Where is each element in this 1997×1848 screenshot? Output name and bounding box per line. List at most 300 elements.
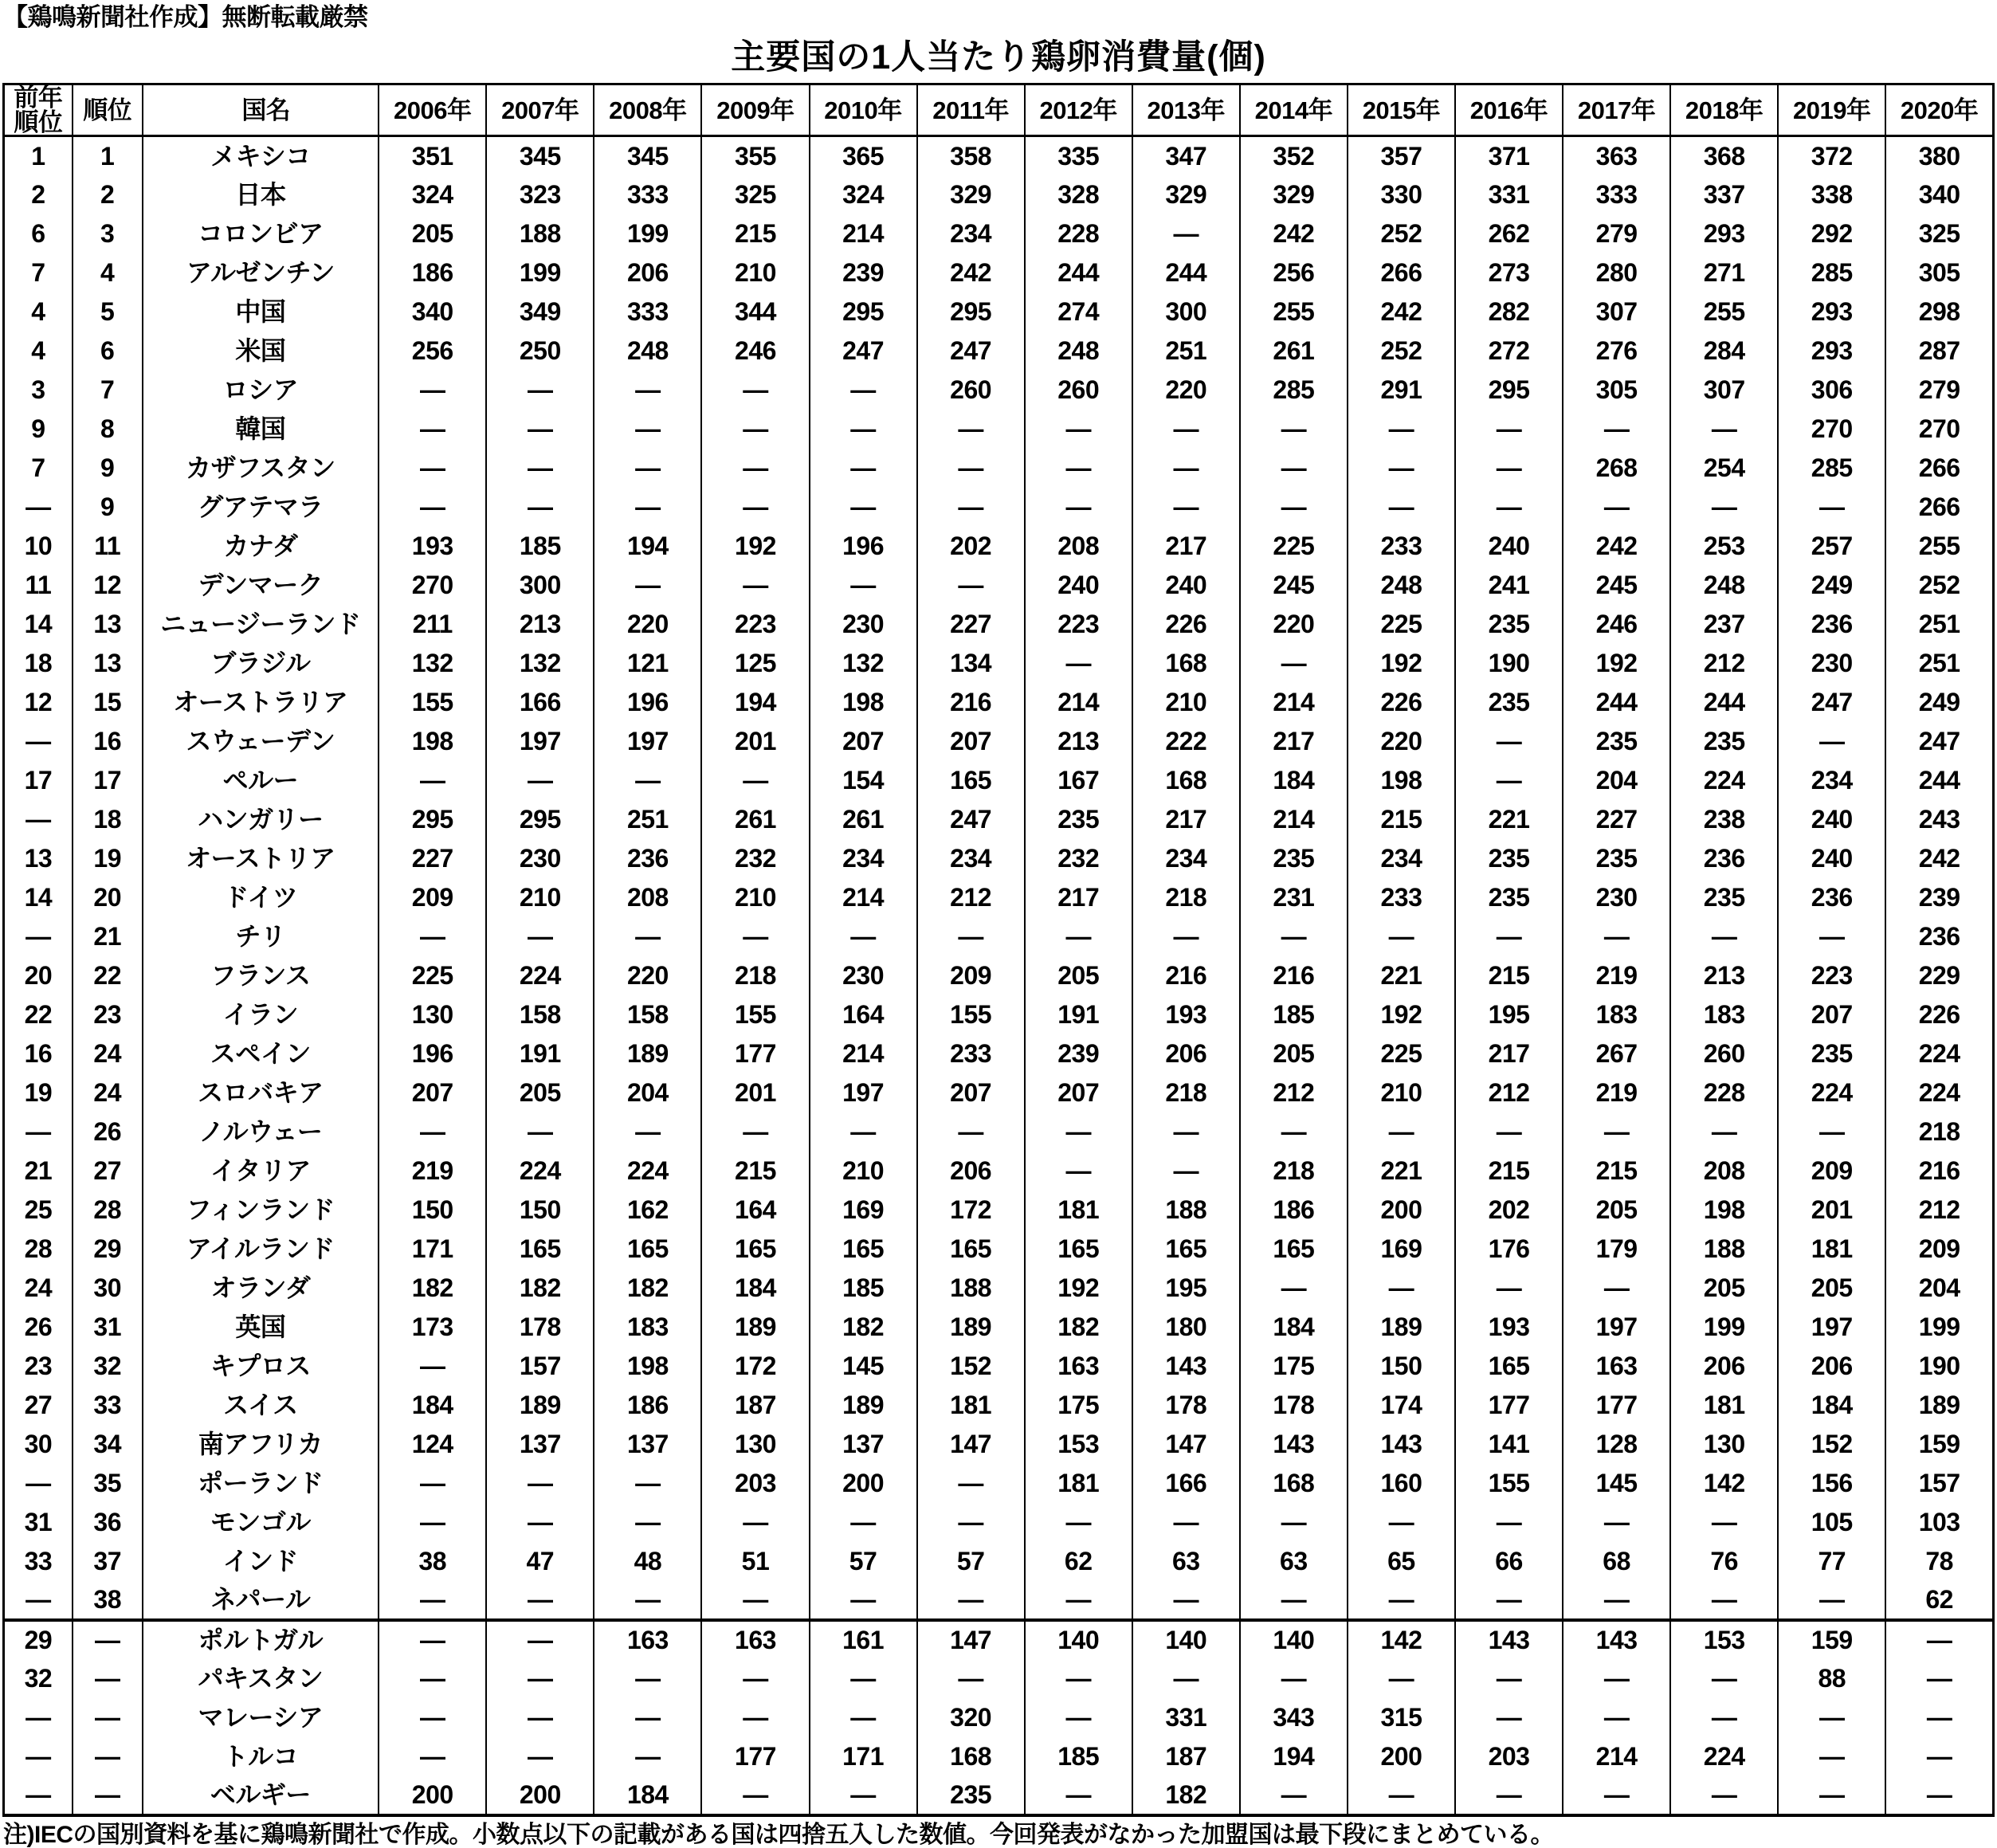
cell-value-2008: 198	[594, 1347, 701, 1386]
cell-value-2012: —	[1025, 917, 1132, 956]
cell-value-2008: 186	[594, 1386, 701, 1425]
cell-country-name: スイス	[143, 1386, 379, 1425]
cell-value-2011: 168	[917, 1737, 1025, 1776]
cell-value-2014: —	[1240, 644, 1348, 683]
cell-value-2013: 147	[1132, 1425, 1240, 1464]
cell-value-2015: 192	[1348, 644, 1455, 683]
cell-value-2007: 205	[486, 1073, 594, 1112]
cell-value-2017: 215	[1563, 1152, 1670, 1191]
cell-country-name: スペイン	[143, 1034, 379, 1073]
cell-rank: 5	[73, 292, 143, 332]
cell-value-2013: 347	[1132, 136, 1240, 175]
cell-value-2008: —	[594, 1464, 701, 1503]
cell-value-2006: —	[379, 1659, 486, 1698]
cell-value-2015: —	[1348, 1581, 1455, 1620]
cell-value-2010: 207	[810, 722, 917, 761]
column-header-year-2012: 2012年	[1025, 84, 1132, 136]
cell-value-2014: 352	[1240, 136, 1348, 175]
cell-value-2012: —	[1025, 1776, 1132, 1815]
cell-value-2011: 152	[917, 1347, 1025, 1386]
cell-prev-rank: 18	[4, 644, 73, 683]
cell-value-2017: 143	[1563, 1620, 1670, 1659]
cell-country-name: ドイツ	[143, 878, 379, 917]
column-header-year-2018: 2018年	[1670, 84, 1778, 136]
cell-value-2010: 214	[810, 1034, 917, 1073]
cell-value-2018: 208	[1670, 1152, 1778, 1191]
cell-value-2018: 206	[1670, 1347, 1778, 1386]
cell-value-2011: 295	[917, 292, 1025, 332]
cell-value-2011: 329	[917, 175, 1025, 214]
cell-value-2008: 333	[594, 175, 701, 214]
cell-value-2020: 249	[1885, 683, 1993, 722]
cell-value-2014: 178	[1240, 1386, 1348, 1425]
cell-value-2018: —	[1670, 1581, 1778, 1620]
cell-value-2017: 192	[1563, 644, 1670, 683]
cell-value-2006: 207	[379, 1073, 486, 1112]
cell-value-2013: —	[1132, 1581, 1240, 1620]
cell-value-2012: —	[1025, 1503, 1132, 1542]
cell-value-2016: 176	[1455, 1230, 1563, 1269]
cell-value-2013: 217	[1132, 527, 1240, 566]
cell-value-2006: 351	[379, 136, 486, 175]
cell-value-2009: 344	[701, 292, 809, 332]
cell-value-2018: 244	[1670, 683, 1778, 722]
cell-value-2011: 235	[917, 1776, 1025, 1815]
cell-value-2014: 143	[1240, 1425, 1348, 1464]
cell-value-2008: 196	[594, 683, 701, 722]
cell-value-2006: —	[379, 1347, 486, 1386]
cell-value-2015: 357	[1348, 136, 1455, 175]
cell-value-2018: 224	[1670, 1737, 1778, 1776]
table-row	[4, 292, 1994, 332]
cell-value-2007: 210	[486, 878, 594, 917]
header-row	[4, 84, 1994, 136]
cell-value-2020: —	[1885, 1737, 1993, 1776]
cell-value-2010: 214	[810, 878, 917, 917]
cell-value-2011: 320	[917, 1698, 1025, 1737]
cell-value-2014: —	[1240, 410, 1348, 449]
cell-country-name: メキシコ	[143, 136, 379, 175]
cell-value-2015: —	[1348, 1659, 1455, 1698]
cell-value-2012: 232	[1025, 839, 1132, 878]
cell-rank: 15	[73, 683, 143, 722]
cell-value-2008: 220	[594, 605, 701, 644]
cell-value-2020: 157	[1885, 1464, 1993, 1503]
column-header-year-2008: 2008年	[594, 84, 701, 136]
cell-value-2019: —	[1778, 488, 1885, 527]
cell-country-name: ポーランド	[143, 1464, 379, 1503]
cell-value-2013: 143	[1132, 1347, 1240, 1386]
cell-value-2011: —	[917, 1112, 1025, 1152]
cell-country-name: スウェーデン	[143, 722, 379, 761]
cell-value-2016: —	[1455, 1269, 1563, 1308]
cell-value-2020: 266	[1885, 488, 1993, 527]
cell-prev-rank: 24	[4, 1269, 73, 1308]
cell-value-2018: 293	[1670, 214, 1778, 253]
cell-country-name: マレーシア	[143, 1698, 379, 1737]
cell-value-2007: 200	[486, 1776, 594, 1815]
cell-value-2012: 214	[1025, 683, 1132, 722]
cell-value-2010: 132	[810, 644, 917, 683]
cell-value-2015: 143	[1348, 1425, 1455, 1464]
cell-value-2016: 177	[1455, 1386, 1563, 1425]
cell-value-2013: —	[1132, 488, 1240, 527]
cell-value-2006: 219	[379, 1152, 486, 1191]
cell-prev-rank: 2	[4, 175, 73, 214]
cell-value-2007: —	[486, 1464, 594, 1503]
cell-value-2015: 248	[1348, 566, 1455, 605]
cell-country-name: イラン	[143, 995, 379, 1034]
cell-value-2018: 188	[1670, 1230, 1778, 1269]
cell-prev-rank: 9	[4, 410, 73, 449]
cell-value-2007: 300	[486, 566, 594, 605]
cell-value-2007: —	[486, 488, 594, 527]
cell-value-2007: 224	[486, 1152, 594, 1191]
cell-value-2010: 182	[810, 1308, 917, 1347]
cell-value-2015: —	[1348, 1112, 1455, 1152]
cell-country-name: 中国	[143, 292, 379, 332]
cell-value-2008: 224	[594, 1152, 701, 1191]
cell-value-2011: 234	[917, 839, 1025, 878]
table-row	[4, 917, 1994, 956]
table-row	[4, 761, 1994, 800]
cell-rank: 34	[73, 1425, 143, 1464]
cell-rank: 35	[73, 1464, 143, 1503]
cell-value-2019: 152	[1778, 1425, 1885, 1464]
cell-value-2020: 270	[1885, 410, 1993, 449]
cell-value-2009: 172	[701, 1347, 809, 1386]
cell-value-2007: —	[486, 410, 594, 449]
cell-value-2016: 202	[1455, 1191, 1563, 1230]
cell-country-name: カナダ	[143, 527, 379, 566]
cell-value-2012: 244	[1025, 253, 1132, 292]
cell-value-2015: —	[1348, 1269, 1455, 1308]
cell-value-2019: —	[1778, 1737, 1885, 1776]
cell-value-2006: 198	[379, 722, 486, 761]
cell-value-2006: 130	[379, 995, 486, 1034]
cell-value-2009: 125	[701, 644, 809, 683]
cell-value-2013: —	[1132, 1152, 1240, 1191]
table-row	[4, 644, 1994, 683]
cell-country-name: ポルトガル	[143, 1620, 379, 1659]
cell-value-2008: 162	[594, 1191, 701, 1230]
table-row	[4, 1152, 1994, 1191]
cell-value-2006: 182	[379, 1269, 486, 1308]
cell-value-2008: 163	[594, 1620, 701, 1659]
cell-value-2013: 180	[1132, 1308, 1240, 1347]
cell-prev-rank: 30	[4, 1425, 73, 1464]
cell-country-name: 英国	[143, 1308, 379, 1347]
cell-rank: —	[73, 1737, 143, 1776]
cell-value-2020: 305	[1885, 253, 1993, 292]
cell-value-2014: 343	[1240, 1698, 1348, 1737]
cell-value-2016: 240	[1455, 527, 1563, 566]
cell-value-2009: —	[701, 371, 809, 410]
cell-prev-rank: 20	[4, 956, 73, 995]
table-row	[4, 1308, 1994, 1347]
cell-prev-rank: 16	[4, 1034, 73, 1073]
cell-value-2020: 252	[1885, 566, 1993, 605]
cell-rank: 2	[73, 175, 143, 214]
table-row	[4, 332, 1994, 371]
cell-value-2019: 285	[1778, 449, 1885, 488]
cell-country-name: カザフスタン	[143, 449, 379, 488]
cell-rank: 6	[73, 332, 143, 371]
cell-value-2009: 232	[701, 839, 809, 878]
cell-prev-rank: 10	[4, 527, 73, 566]
cell-prev-rank: 28	[4, 1230, 73, 1269]
cell-value-2012: —	[1025, 488, 1132, 527]
cell-value-2017: —	[1563, 1776, 1670, 1815]
cell-value-2018: —	[1670, 1503, 1778, 1542]
cell-value-2010: 57	[810, 1542, 917, 1581]
cell-value-2012: 223	[1025, 605, 1132, 644]
cell-value-2019: 230	[1778, 644, 1885, 683]
cell-value-2015: —	[1348, 410, 1455, 449]
cell-value-2006: —	[379, 1503, 486, 1542]
cell-rank: 12	[73, 566, 143, 605]
cell-prev-rank: 11	[4, 566, 73, 605]
table-row	[4, 1503, 1994, 1542]
table-row	[4, 410, 1994, 449]
cell-country-name: モンゴル	[143, 1503, 379, 1542]
cell-country-name: アイルランド	[143, 1230, 379, 1269]
cell-country-name: ベルギー	[143, 1776, 379, 1815]
cell-value-2010: —	[810, 1659, 917, 1698]
cell-value-2010: —	[810, 1112, 917, 1152]
cell-value-2013: 63	[1132, 1542, 1240, 1581]
cell-value-2011: —	[917, 488, 1025, 527]
cell-value-2016: —	[1455, 410, 1563, 449]
cell-value-2018: 235	[1670, 878, 1778, 917]
cell-value-2011: 207	[917, 722, 1025, 761]
cell-value-2011: —	[917, 1503, 1025, 1542]
cell-value-2006: 209	[379, 878, 486, 917]
cell-value-2015: 252	[1348, 332, 1455, 371]
cell-value-2011: 233	[917, 1034, 1025, 1073]
cell-value-2016: 262	[1455, 214, 1563, 253]
cell-value-2019: 293	[1778, 332, 1885, 371]
cell-value-2019: 181	[1778, 1230, 1885, 1269]
table-row	[4, 839, 1994, 878]
cell-value-2007: 230	[486, 839, 594, 878]
cell-value-2009: —	[701, 1112, 809, 1152]
table-row	[4, 175, 1994, 214]
table-body-unranked	[4, 1620, 1994, 1815]
cell-value-2012: 208	[1025, 527, 1132, 566]
cell-value-2014: 175	[1240, 1347, 1348, 1386]
cell-value-2018: 153	[1670, 1620, 1778, 1659]
cell-prev-rank: 4	[4, 292, 73, 332]
cell-value-2018: 205	[1670, 1269, 1778, 1308]
cell-value-2006: 270	[379, 566, 486, 605]
table-row	[4, 1620, 1994, 1659]
cell-value-2014: 261	[1240, 332, 1348, 371]
cell-value-2008: 206	[594, 253, 701, 292]
cell-value-2015: 315	[1348, 1698, 1455, 1737]
cell-value-2015: —	[1348, 1776, 1455, 1815]
cell-prev-rank: 25	[4, 1191, 73, 1230]
cell-value-2012: —	[1025, 1659, 1132, 1698]
cell-value-2013: 166	[1132, 1464, 1240, 1503]
cell-prev-rank: 29	[4, 1620, 73, 1659]
cell-value-2020: 62	[1885, 1581, 1993, 1620]
cell-value-2006: 38	[379, 1542, 486, 1581]
table-row	[4, 1034, 1994, 1073]
cell-value-2006: —	[379, 1112, 486, 1152]
cell-value-2017: —	[1563, 1269, 1670, 1308]
cell-value-2017: —	[1563, 917, 1670, 956]
column-header-country: 国名	[143, 84, 379, 136]
cell-value-2009: 51	[701, 1542, 809, 1581]
cell-value-2009: —	[701, 1659, 809, 1698]
cell-value-2007: —	[486, 1581, 594, 1620]
cell-value-2020: 212	[1885, 1191, 1993, 1230]
table-row	[4, 1112, 1994, 1152]
cell-value-2010: —	[810, 566, 917, 605]
cell-value-2010: 214	[810, 214, 917, 253]
cell-value-2008: 189	[594, 1034, 701, 1073]
cell-value-2016: 193	[1455, 1308, 1563, 1347]
cell-value-2017: —	[1563, 410, 1670, 449]
cell-value-2017: —	[1563, 1503, 1670, 1542]
table-row	[4, 1581, 1994, 1620]
cell-value-2011: 207	[917, 1073, 1025, 1112]
cell-value-2018: 228	[1670, 1073, 1778, 1112]
cell-value-2019: 235	[1778, 1034, 1885, 1073]
cell-value-2019: 156	[1778, 1464, 1885, 1503]
cell-value-2011: 358	[917, 136, 1025, 175]
cell-value-2016: —	[1455, 1581, 1563, 1620]
cell-value-2020: —	[1885, 1698, 1993, 1737]
cell-value-2019: 270	[1778, 410, 1885, 449]
cell-value-2015: 221	[1348, 956, 1455, 995]
cell-value-2006: —	[379, 1581, 486, 1620]
cell-value-2010: —	[810, 1503, 917, 1542]
cell-rank: 38	[73, 1581, 143, 1620]
cell-rank: 7	[73, 371, 143, 410]
cell-prev-rank: 23	[4, 1347, 73, 1386]
cell-value-2014: 255	[1240, 292, 1348, 332]
cell-country-name: インド	[143, 1542, 379, 1581]
cell-rank: 22	[73, 956, 143, 995]
cell-value-2008: 194	[594, 527, 701, 566]
column-header-year-2019: 2019年	[1778, 84, 1885, 136]
cell-value-2008: 236	[594, 839, 701, 878]
cell-value-2007: 189	[486, 1386, 594, 1425]
column-header-prev-rank	[4, 84, 73, 136]
cell-value-2019: —	[1778, 1112, 1885, 1152]
cell-value-2018: 260	[1670, 1034, 1778, 1073]
cell-value-2017: 246	[1563, 605, 1670, 644]
cell-value-2006: —	[379, 917, 486, 956]
table-header	[4, 84, 1994, 136]
cell-value-2012: 239	[1025, 1034, 1132, 1073]
cell-value-2009: 261	[701, 800, 809, 839]
cell-value-2010: 198	[810, 683, 917, 722]
cell-value-2011: 209	[917, 956, 1025, 995]
cell-rank: 18	[73, 800, 143, 839]
cell-value-2017: 268	[1563, 449, 1670, 488]
cell-value-2019: 240	[1778, 839, 1885, 878]
cell-prev-rank: 31	[4, 1503, 73, 1542]
cell-value-2010: —	[810, 1776, 917, 1815]
cell-value-2012: 248	[1025, 332, 1132, 371]
table-row	[4, 136, 1994, 175]
table-row	[4, 995, 1994, 1034]
cell-value-2018: 198	[1670, 1191, 1778, 1230]
cell-value-2006: —	[379, 1464, 486, 1503]
cell-country-name: デンマーク	[143, 566, 379, 605]
cell-value-2013: 182	[1132, 1776, 1240, 1815]
prev-rank-line1: 前年	[14, 84, 63, 112]
cell-prev-rank: 22	[4, 995, 73, 1034]
cell-value-2014: —	[1240, 1776, 1348, 1815]
cell-prev-rank: —	[4, 1112, 73, 1152]
cell-value-2008: —	[594, 1581, 701, 1620]
cell-value-2007: 197	[486, 722, 594, 761]
column-header-year-2010: 2010年	[810, 84, 917, 136]
cell-value-2006: 171	[379, 1230, 486, 1269]
cell-prev-rank: —	[4, 1464, 73, 1503]
cell-value-2020: 189	[1885, 1386, 1993, 1425]
cell-value-2010: 230	[810, 605, 917, 644]
cell-value-2007: 178	[486, 1308, 594, 1347]
cell-value-2020: 242	[1885, 839, 1993, 878]
table-row	[4, 956, 1994, 995]
cell-value-2018: 254	[1670, 449, 1778, 488]
cell-value-2008: 248	[594, 332, 701, 371]
cell-value-2017: 205	[1563, 1191, 1670, 1230]
cell-value-2017: 276	[1563, 332, 1670, 371]
column-header-year-2006: 2006年	[379, 84, 486, 136]
cell-value-2011: 134	[917, 644, 1025, 683]
cell-value-2016: —	[1455, 1698, 1563, 1737]
cell-value-2019: —	[1778, 722, 1885, 761]
cell-value-2016: 241	[1455, 566, 1563, 605]
cell-value-2007: 182	[486, 1269, 594, 1308]
cell-value-2014: 245	[1240, 566, 1348, 605]
cell-value-2015: 233	[1348, 527, 1455, 566]
cell-value-2018: 213	[1670, 956, 1778, 995]
table-row	[4, 605, 1994, 644]
cell-value-2017: —	[1563, 1698, 1670, 1737]
cell-value-2010: —	[810, 917, 917, 956]
cell-value-2006: —	[379, 761, 486, 800]
cell-value-2011: —	[917, 1464, 1025, 1503]
cell-value-2016: —	[1455, 449, 1563, 488]
cell-value-2007: 250	[486, 332, 594, 371]
cell-value-2010: —	[810, 371, 917, 410]
cell-value-2019: 184	[1778, 1386, 1885, 1425]
cell-value-2016: 215	[1455, 1152, 1563, 1191]
cell-country-name: オランダ	[143, 1269, 379, 1308]
cell-value-2012: —	[1025, 1152, 1132, 1191]
cell-value-2010: 239	[810, 253, 917, 292]
cell-prev-rank: —	[4, 1581, 73, 1620]
cell-value-2017: 305	[1563, 371, 1670, 410]
cell-value-2017: 333	[1563, 175, 1670, 214]
cell-rank: —	[73, 1659, 143, 1698]
cell-value-2016: 141	[1455, 1425, 1563, 1464]
cell-country-name: ノルウェー	[143, 1112, 379, 1152]
cell-value-2007: 185	[486, 527, 594, 566]
cell-value-2011: —	[917, 410, 1025, 449]
table-row	[4, 683, 1994, 722]
cell-country-name: アルゼンチン	[143, 253, 379, 292]
column-header-rank: 順位	[73, 84, 143, 136]
cell-value-2018: 224	[1670, 761, 1778, 800]
